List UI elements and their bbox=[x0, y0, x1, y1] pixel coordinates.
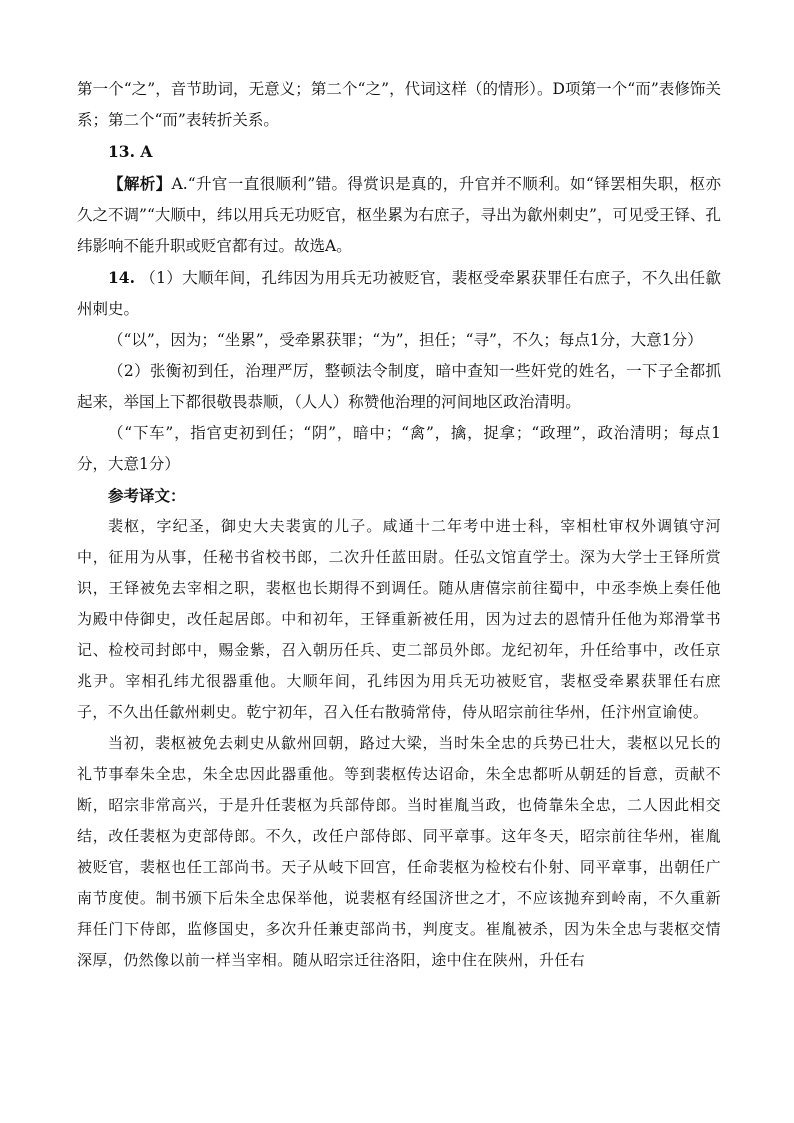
question-14-label: 14. bbox=[108, 268, 135, 287]
question-13-analysis bbox=[77, 168, 721, 262]
question-14-part-2: （2）张衡初到任，治理严厉，整顿法令制度，暗中查知一些奸党的姓名，一下子全都抓起来，举国上下都很敬畏恭顺，（人人）称赞他治理的河间地区政治清明。 bbox=[77, 362, 721, 411]
question-14-part-1 bbox=[77, 262, 721, 325]
translation-paragraph-1: 裴枢，字纪圣，御史大夫裴寅的儿子。咸通十二年考中进士科，宰相杜审权外调镇守河中，征用为从事，任秘书省校书郎，二次升任蓝田尉。任弘文馆直学士。深为大学士王铎所赏识，王铎被免去宰相之职，裴枢也长期得不到调任。随从唐僖宗前往蜀中，中丞李焕上奏任他为殿中侍御史，改任起居郎。中和初年，王铎重新被任用，因为过去的恩情升任他为郑滑掌书记、检校司封郎中，赐金紫，召入朝历任兵、吏二部员外郎。龙纪初年，升任给事中，改任京兆尹。宰相孔纬尤很器重他。大顺年间，孔纬因为用兵无功被贬官，裴枢受牵累获罪任右庶子，不久出任歙州刺史。乾宁初年，召入任右散骑常侍，侍从昭宗前往华州，任汴州宣谕使。 bbox=[77, 517, 721, 721]
analysis-tag: 【解析】 bbox=[108, 174, 172, 193]
question-14-part-1-scoring: （“以”，因为；“坐累”，受牵累获罪；“为”，担任；“寻”，不久；每点1分，大意1分） bbox=[108, 331, 703, 349]
question-13-label: 13. A bbox=[108, 142, 153, 161]
document-page bbox=[77, 74, 721, 976]
question-14-part-1-text: （1）大顺年间，孔纬因为用兵无功被贬官，裴枢受牵累获罪任右庶子，不久出任歙州刺史。 bbox=[77, 269, 721, 318]
translation-paragraph-2: 当初，裴枢被免去刺史从歙州回朝，路过大梁，当时朱全忠的兵势已壮大，裴枢以兄长的礼节事奉朱全忠，朱全忠因此器重他。等到裴枢传达诏命，朱全忠都听从朝廷的旨意，贡献不断，昭宗非常高兴，于是升任裴枢为兵部侍郎。当时崔胤当政，也倚靠朱全忠，二人因此相交结，改任裴枢为吏部侍郎。不久，改任户部侍郎、同平章事。这年冬天，昭宗前往华州，崔胤被贬官，裴枢也任工部尚书。天子从岐下回宫，任命裴枢为检校右仆射、同平章事，出朝任广南节度使。制书颁下后朱全忠保举他，说裴枢有经国济世之才，不应该抛弃到岭南，不久重新拜任门下侍郎，监修国史，多次升任兼吏部尚书，判度支。崔胤被杀，因为朱全忠与裴枢交情深厚，仍然像以前一样当宰相。随从昭宗迁往洛阳，途中住在陕州，升任右 bbox=[77, 734, 721, 969]
answer-continuation: 第一个“之”，音节助词，无意义；第二个“之”，代词这样（的情形）。D项第一个“而”表修饰关系；第二个“而”表转折关系。 bbox=[77, 80, 721, 129]
question-13-answer bbox=[77, 136, 721, 168]
reference-translation-heading: 参考译文： bbox=[108, 486, 186, 505]
question-14-part-2-scoring: （“下车”，指官吏初到任；“阴”，暗中；“禽”，擒，捉拿；“政理”，政治清明；每点1分，大意1分） bbox=[77, 424, 721, 473]
analysis-body: A.“升官一直很顺利”错。得赏识是真的，升官并不顺利。如“铎罢相失职，枢亦久之不调”“大顺中，纬以用兵无功贬官，枢坐累为右庶子，寻出为歙州刺史”，可见受王铎、孔纬影响不能升职或贬官都有过。故选A。 bbox=[77, 175, 721, 255]
